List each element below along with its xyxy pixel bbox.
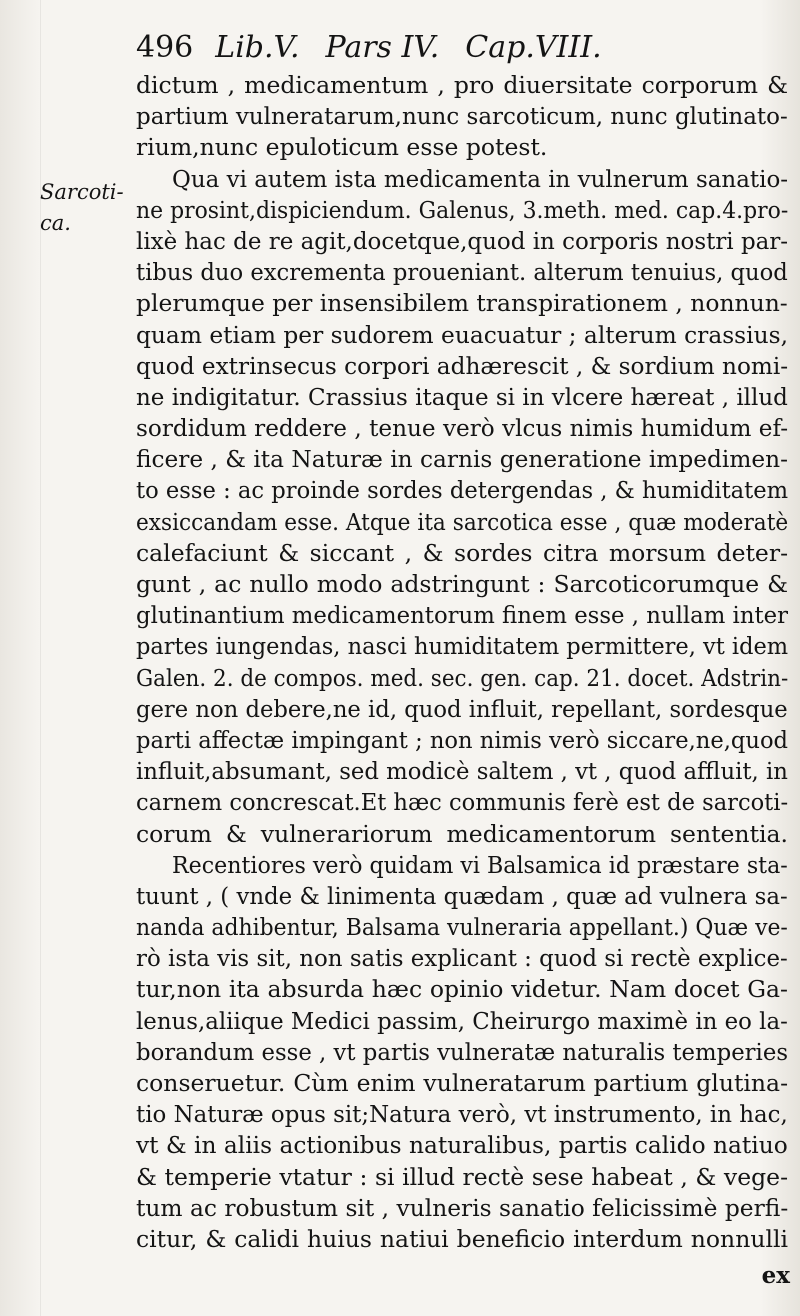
- marginal-note: [40, 176, 130, 238]
- text-line: Galen. 2. de compos. med. sec. gen. cap. 21. docet. Adstrin-: [136, 663, 788, 692]
- text-line: lenus,aliique Medici passim, Cheirurgo maximè in eo la-: [136, 1006, 788, 1035]
- text-line: corum & vulnerariorum medicamentorum sententia.: [136, 819, 788, 848]
- body-text: [136, 70, 788, 1255]
- text-line: citur, & calidi huius natiui beneficio interdum nonnulli: [136, 1224, 788, 1253]
- text-line: borandum esse , vt partis vulneratæ naturalis temperies: [136, 1037, 788, 1066]
- text-line: partium vulneratarum,nunc sarcoticum, nunc glutinato-: [136, 102, 788, 131]
- text-line: gere non debere,ne id, quod influit, repellant, sordesque: [136, 694, 788, 723]
- text-line: carnem concrescat.Et hæc communis ferè est de sarcoti-: [136, 788, 788, 817]
- text-line: tibus duo excrementa proueniant. alterum tenuius, quod: [136, 258, 788, 287]
- text-line: tuunt , ( vnde & linimenta quædam , quæ ad vulnera sa-: [136, 881, 788, 910]
- text-line: Qua vi autem ista medicamenta in vulnerum sanatio-: [172, 164, 788, 193]
- text-line: quod extrinsecus corpori adhærescit , & sordium nomi-: [136, 351, 788, 380]
- catchword: ex: [761, 1262, 790, 1289]
- marginal-note-line: Sarcoti-: [40, 180, 124, 204]
- text-line: & temperie vtatur : si illud rectè sese habeat , & vege-: [136, 1162, 788, 1191]
- text-line: gunt , ac nullo modo adstringunt : Sarcoticorumque &: [136, 570, 788, 598]
- running-header: [136, 30, 776, 74]
- text-line: influit,absumant, sed modicè saltem , vt , quod affluit, in: [136, 757, 788, 786]
- text-line: ficere , & ita Naturæ in carnis generatione impedimen-: [136, 445, 788, 474]
- text-line: dictum , medicamentum , pro diuersitate corporum &: [136, 71, 788, 99]
- text-line: partes iungendas, nasci humiditatem permittere, vt idem: [136, 632, 788, 661]
- part-number: Pars IV.: [325, 30, 440, 65]
- text-line: tio Naturæ opus sit;Natura verò, vt instrumento, in hac,: [136, 1100, 788, 1129]
- text-line: ne prosint,dispiciendum. Galenus, 3.meth. med. cap.4.pro-: [136, 195, 788, 224]
- text-line: vt & in aliis actionibus naturalibus, partis calido natiuo: [136, 1131, 788, 1160]
- text-line: exsiccandam esse. Atque ita sarcotica esse , quæ moderatè: [136, 507, 788, 536]
- text-line: glutinantium medicamentorum finem esse , nullam inter: [136, 601, 788, 630]
- text-line: conseruetur. Cùm enim vulneratarum partium glutina-: [136, 1069, 788, 1097]
- chapter-number: Cap.VIII.: [465, 30, 602, 65]
- text-line: rò ista vis sit, non satis explicant : quod si rectè explice-: [136, 944, 788, 973]
- text-line: lixè hac de re agit,docetque,quod in corporis nostri par-: [136, 226, 788, 255]
- text-line: calefaciunt & siccant , & sordes citra morsum deter-: [136, 538, 788, 567]
- text-line: plerumque per insensibilem transpirationem , nonnun-: [136, 289, 788, 318]
- text-line: nanda adhibentur, Balsama vulneraria appellant.) Quæ ve-: [136, 913, 788, 942]
- text-line: rium,nunc epuloticum esse potest.: [136, 133, 548, 162]
- text-line: quam etiam per sudorem euacuatur ; alterum crassius,: [136, 320, 788, 349]
- text-line: to esse : ac proinde sordes detergendas , & humiditatem: [136, 476, 788, 505]
- book-number: Lib.V.: [215, 30, 300, 65]
- text-line: parti affectæ impingant ; non nimis verò siccare,ne,quod: [136, 725, 788, 754]
- text-line: tum ac robustum sit , vulneris sanatio felicissimè perfi-: [136, 1193, 788, 1222]
- text-line: Recentiores verò quidam vi Balsamica id præstare sta-: [172, 850, 788, 879]
- text-line: ne indigitatur. Crassius itaque si in vlcere hæreat , illud: [136, 382, 788, 411]
- marginal-note-line: ca.: [40, 211, 71, 236]
- text-line: sordidum reddere , tenue verò vlcus nimis humidum ef-: [136, 414, 788, 443]
- page-number: 496: [136, 30, 194, 65]
- text-line: tur,non ita absurda hæc opinio videtur. Nam docet Ga-: [136, 975, 788, 1004]
